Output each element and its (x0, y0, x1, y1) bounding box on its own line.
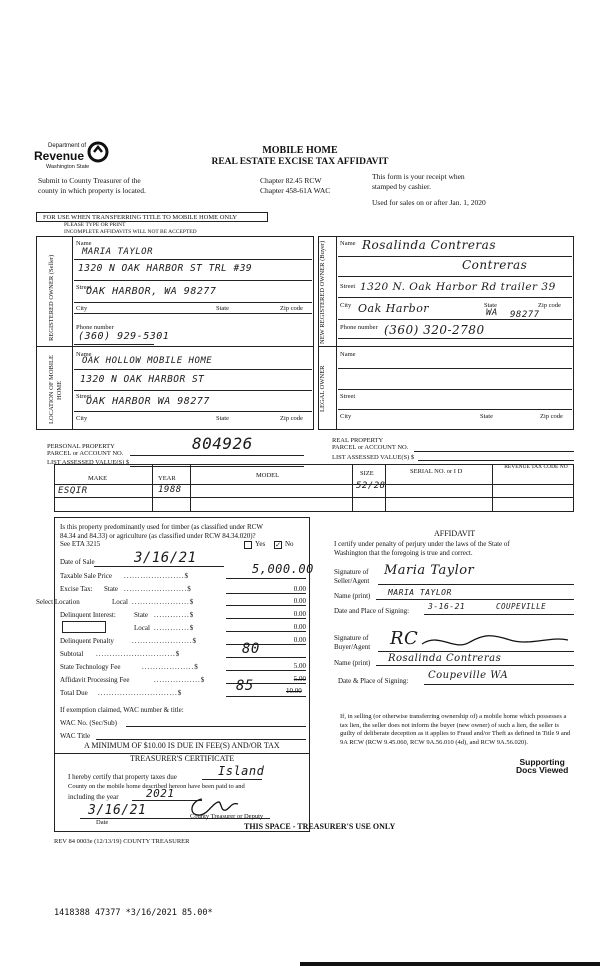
date-of-sale-label: Date of Sale (60, 558, 95, 566)
wac-no-label: WAC No. (Sec/Sub) (60, 719, 117, 727)
parcel-acct-label: PARCEL or ACCOUNT NO. (47, 450, 124, 457)
buyer-zip-label: Zip code (538, 302, 561, 309)
th-make: MAKE (88, 475, 108, 482)
cell-year: 1988 (158, 485, 182, 495)
seller-phone-label: Phone number (76, 324, 114, 331)
th-size: SIZE (360, 470, 374, 477)
tech-fee: 5.00 (293, 662, 306, 670)
seller-name-label: Name (76, 240, 92, 247)
supporting-l1: Supporting (519, 757, 565, 767)
total-handwritten: 85 (236, 678, 254, 694)
mobile-home-table (54, 464, 574, 512)
title-line2: REAL ESTATE EXCISE TAX AFFIDAVIT (211, 157, 389, 167)
buyer-phone: (360) 320-2780 (384, 323, 485, 337)
cert-treasurer-label: County Treasurer or Deputy (190, 813, 264, 820)
affidavit-line1: I certify under penalty of perjury under the laws of the State of (334, 540, 510, 548)
seller-name: MARIA TAYLOR (82, 247, 154, 257)
loc-name: OAK HOLLOW MOBILE HOME (82, 356, 213, 366)
taxable-label: Taxable Sale Price (60, 572, 112, 580)
seller-sig-labels (334, 568, 369, 585)
legal-city-label: City (340, 413, 352, 420)
seller-street-label: Street (76, 284, 92, 291)
sig-buyer-l1: Signature of (334, 634, 369, 642)
delinquent-state-label: State (134, 611, 148, 619)
buyer-print-label: Name (print) (334, 659, 371, 667)
buyer-date-place-label: Date & Place of Signing: (338, 677, 409, 685)
cert-title: TREASURER'S CERTIFICATE (130, 754, 235, 763)
excise-state-label: State (104, 585, 118, 593)
seller-signature: Maria Taylor (384, 563, 475, 578)
treasurer-space-note: THIS SPACE - TREASURER'S USE ONLY (244, 822, 396, 831)
buyer-state-label: State (484, 302, 497, 309)
seller-print-name: MARIA TAYLOR (388, 588, 452, 597)
excise-state-dots: .......................$ (124, 585, 192, 593)
chapter-2: Chapter 458-61A WAC (260, 186, 331, 195)
select-location-field[interactable] (62, 621, 106, 633)
affidavit-body (334, 540, 510, 558)
loc-street-label: Street (76, 393, 92, 400)
buyer-sig-labels (334, 634, 370, 651)
buyer-print-name: Rosalinda Contreras (388, 653, 502, 664)
scan-edge (300, 962, 600, 966)
affidavit-fee-dots: .................$ (154, 676, 206, 684)
loc-city-label: City (76, 415, 88, 422)
loc-city-line: OAK HARBOR WA 98277 (86, 396, 210, 407)
total-printed: 10.00 (286, 687, 302, 695)
total-dots: .............................$ (98, 689, 183, 697)
loc-name-label: Name (76, 351, 92, 358)
cert-date-label: Date (96, 819, 109, 826)
real-property-label: REAL PROPERTY (332, 437, 384, 444)
list-assessed-label-2: LIST ASSESSED VALUE(S) $ (332, 454, 415, 461)
affidavit-fee-label: Affidavit Processing Fee (60, 676, 130, 684)
exemption-label: If exemption claimed, WAC number & title: (60, 706, 184, 714)
seller-city-line: OAK HARBOR, WA 98277 (86, 286, 217, 297)
seller-phone: (360) 929-5301 (78, 331, 170, 342)
loc-street1: 1320 N OAK HARBOR ST (80, 374, 205, 385)
cell-make: ESQIR (58, 486, 88, 496)
seller-sign-place: COUPEVILLE (496, 602, 547, 611)
timber-q-line1: Is this property predominantly used for timber (as classified under RCW (60, 523, 263, 531)
no-check-mark: ✓ (275, 541, 281, 549)
instructions-box (36, 212, 268, 222)
loc-state-label: State (216, 415, 229, 422)
buyer-street: 1320 N. Oak Harbor Rd trailer 39 (360, 281, 556, 293)
buyer-phone-label: Phone number (340, 324, 378, 331)
excise-local: 0.00 (293, 597, 306, 605)
receipt-line1: This form is your receipt when (372, 172, 465, 181)
dor-logo (34, 139, 114, 175)
cell-size: 52/28 (356, 481, 386, 491)
subtotal-label: Subtotal (60, 650, 84, 658)
wac-title-label: WAC Title (60, 732, 91, 740)
used-for: Used for sales on or after Jan. 1, 2020 (372, 198, 486, 207)
th-year: YEAR (158, 475, 176, 482)
delinquent-state: 0.00 (293, 610, 306, 618)
delinquent-local: 0.00 (293, 623, 306, 631)
personal-property-label: PERSONAL PROPERTY (47, 443, 115, 450)
instr-line1: PLEASE TYPE OR PRINT (64, 222, 126, 228)
instr-line2: INCOMPLETE AFFIDAVITS WILL NOT BE ACCEPTED (64, 229, 197, 235)
sig-buyer-l2: Buyer/Agent (334, 642, 371, 651)
dept-line1: Department of (48, 143, 87, 149)
submit-line2: county in which property is located. (38, 186, 146, 195)
subtotal-dots: .............................$ (96, 650, 181, 658)
cert-county: Island (218, 764, 265, 778)
legal-name-label: Name (340, 351, 356, 358)
taxable-dots: ......................$ (124, 572, 189, 580)
seller-street-1: 1320 N OAK HARBOR ST TRL #39 (78, 263, 253, 274)
excise-label: Excise Tax: (60, 585, 93, 593)
yes-checkbox[interactable] (244, 541, 252, 549)
submit-line1: Submit to County Treasurer of the (38, 176, 141, 185)
timber-q-line2: 84.34 and 84.33) or agriculture (as classified under RCW 84.34.020)? (60, 531, 256, 540)
no-checkbox[interactable] (274, 541, 282, 549)
excise-state: 0.00 (293, 585, 306, 593)
receipt-note (372, 172, 486, 208)
subtotal: 80 (242, 641, 260, 657)
loc-zip-label: Zip code (280, 415, 303, 422)
legal-zip-label: Zip code (540, 413, 563, 420)
form-title (180, 145, 420, 167)
delinquent-local-label: Local (134, 624, 150, 632)
total-label: Total Due (60, 689, 88, 697)
tech-fee-label: State Technology Fee (60, 663, 121, 671)
cert-line1: I hereby certify that property taxes due (68, 773, 177, 781)
dept-line2: Revenue (34, 149, 85, 163)
supporting-l2: Docs Viewed (516, 765, 569, 775)
buyer-name-label: Name (340, 240, 356, 247)
no-label: No (285, 540, 294, 548)
excise-local-label: Local (112, 598, 128, 606)
date-of-sale: 3/16/21 (134, 550, 197, 566)
new-owner-label: NEW REGISTERED OWNER (Buyer) (319, 240, 326, 344)
seller-date-place-label: Date and Place of Signing: (334, 607, 410, 615)
title-line1: MOBILE HOME (262, 145, 338, 156)
parcel-acct-label-2: PARCEL or ACCOUNT NO. (332, 444, 409, 451)
see-eta: See ETA 3215 (60, 540, 101, 548)
cert-year: 2021 (146, 787, 175, 800)
buyer-state: WA (486, 308, 498, 318)
parcel-account-no: 804926 (192, 434, 253, 453)
legal-owner-label: LEGAL OWNER (319, 365, 326, 413)
buyer-city: Oak Harbor (358, 302, 430, 315)
buyer-sign-place: Coupeville WA (428, 670, 509, 681)
chapters (260, 176, 330, 196)
supporting-docs-stamp (516, 758, 568, 774)
lien-notice: If, in selling (or otherwise transferring ownership of) a mobile home which possesses a tax lien, the seller does not inform the buyer (new owner) of such a lien, the seller is guilty of deliberate deception as it applies to Fraud and/or Theft as defined in Title 9 and 9A RCW (RCW 9.45.060, RCW 9A.56.010 (4d), and RCW 9A.56.020). (340, 713, 571, 746)
cert-date: 3/16/21 (88, 803, 147, 818)
delinquent-label: Delinquent Interest: (60, 611, 116, 619)
select-location-label: Select Location (36, 598, 80, 606)
seller-zip-label: Zip code (280, 305, 303, 312)
buyer-city-label: City (340, 302, 352, 309)
penalty: 0.00 (293, 636, 306, 644)
location-label: LOCATION OF MOBILE HOME (48, 355, 63, 425)
reg-owner-label: REGISTERED OWNER (Seller) (48, 254, 55, 342)
chapter-1: Chapter 82.45 RCW (260, 176, 322, 185)
seller-state-label: State (216, 305, 229, 312)
receipt-stamp: 1418388 47377 *3/16/2021 85.00* (54, 908, 213, 918)
yes-label: Yes (255, 540, 266, 548)
seller-print-label: Name (print) (334, 592, 371, 600)
instructions-lines (64, 222, 197, 236)
cert-line3: including the year (68, 793, 119, 801)
excise-local-dots: .....................$ (132, 598, 195, 606)
legal-street-label: Street (340, 393, 356, 400)
penalty-label: Delinquent Penalty (60, 637, 114, 645)
dor-swirl-icon (86, 140, 110, 164)
buyer-zip: 98277 (510, 310, 540, 320)
rev-footer: REV 84 0003e (12/13/19) COUNTY TREASURER (54, 838, 190, 845)
list-assessed-label: LIST ASSESSED VALUE(S) $ (47, 459, 130, 466)
legal-state-label: State (480, 413, 493, 420)
th-serial: SERIAL NO. or I D (410, 468, 463, 475)
seller-sign-date: 3-16-21 (428, 602, 466, 611)
taxable-amount: 5,000.00 (252, 562, 314, 576)
sig-seller-l2: Seller/Agent (334, 576, 370, 585)
buyer-signature: RC (390, 628, 419, 649)
buyer-name2: Contreras (462, 258, 528, 272)
affidavit-fee: 5.00 (293, 675, 306, 683)
timber-question (60, 523, 266, 549)
instructions-text: FOR USE WHEN TRANSFERRING TITLE TO MOBILE HOME ONLY (43, 214, 238, 221)
affidavit-title: AFFIDAVIT (434, 529, 476, 538)
receipt-line2: stamped by cashier. (372, 182, 431, 191)
penalty-dots: ......................$ (132, 637, 197, 645)
seller-city-label: City (76, 305, 88, 312)
buyer-name: Rosalinda Contreras (362, 238, 496, 252)
delinquent-state-dots: .............$ (154, 611, 195, 619)
sig-seller-l1: Signature of (334, 568, 369, 576)
minimum-note: A MINIMUM OF $10.00 IS DUE IN FEE(S) AND/OR TAX (84, 741, 280, 750)
th-revenue: REVENUE TAX CODE NO (504, 464, 568, 470)
affidavit-line2: Washington that the foregoing is true and correct. (334, 549, 473, 557)
tech-fee-dots: ...................$ (142, 663, 199, 671)
submit-text (38, 176, 146, 196)
delinquent-local-dots: .............$ (154, 624, 195, 632)
buyer-street-label: Street (340, 283, 356, 290)
cert-line2: County on the mobile home described hereon have been paid to and (68, 783, 245, 790)
th-model: MODEL (256, 472, 280, 479)
dept-line3: Washington State (46, 164, 90, 170)
